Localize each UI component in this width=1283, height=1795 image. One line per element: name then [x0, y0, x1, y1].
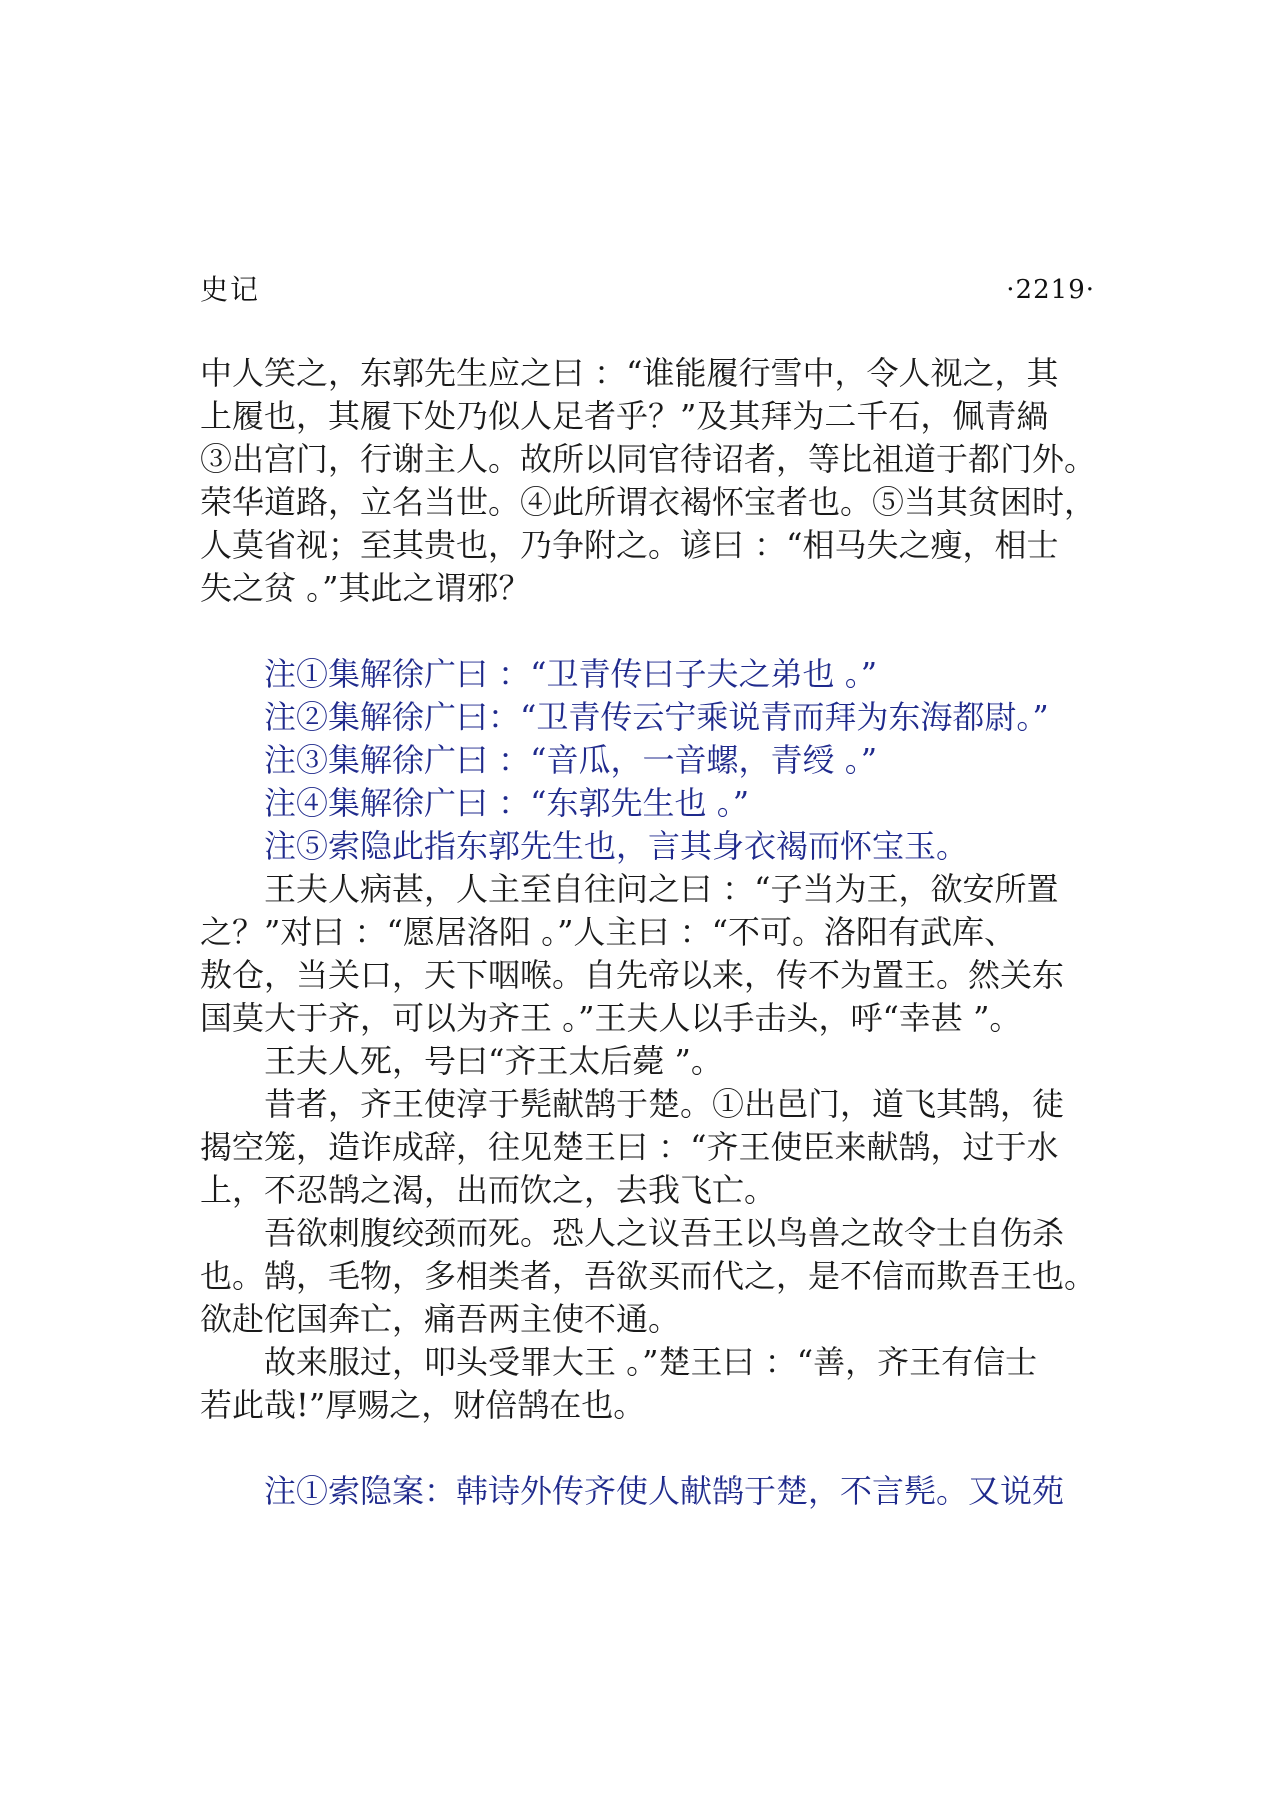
notes-block-2	[200, 1470, 1100, 1513]
text-line: 上，不忍鹄之渴，出而饮之，去我飞亡。	[200, 1171, 777, 1209]
note-line: 注④集解徐广曰 ：“东郭先生也 。”	[264, 784, 750, 822]
paragraph-wang-death	[200, 1040, 1100, 1083]
note-line: 注①集解徐广曰 ：“卫青传曰子夫之弟也 。”	[264, 655, 878, 693]
note-line: 注①索隐案：韩诗外传齐使人献鹄于楚，不言髡。又说苑	[264, 1472, 1065, 1510]
note-line: 注②集解徐广曰：“卫青传云宁乘说青而拜为东海都尉。”	[264, 698, 1049, 736]
text-line: 国莫大于齐，可以为齐王 。”王夫人以手击头，呼“幸甚 ”。	[200, 999, 1022, 1037]
text-line: 吾欲刺腹绞颈而死。恐人之议吾王以鸟兽之故令士自伤杀	[264, 1214, 1065, 1252]
page-number: ·2219·	[1006, 275, 1095, 305]
paragraph-wang-furen	[200, 868, 1100, 1040]
text-line: ③出宫门，行谢主人。故所以同官待诏者，等比祖道于都门外。	[200, 440, 1097, 478]
text-line: 昔者，齐王使淳于髡献鹄于楚。①出邑门，道飞其鹄，徒	[264, 1085, 1065, 1123]
text-line: 敖仓，当关口，天下咽喉。自先帝以来，传不为置王。然关东	[200, 956, 1065, 994]
page-header	[200, 270, 1095, 310]
note-line: 注⑤索隐此指东郭先生也，言其身衣褐而怀宝玉。	[264, 827, 969, 865]
text-line: 欲赴佗国奔亡，痛吾两主使不通。	[200, 1300, 681, 1338]
text-line: 中人笑之，东郭先生应之曰 ：“谁能履行雪中，令人视之，其	[200, 354, 1059, 392]
paragraph-gulai	[200, 1341, 1100, 1427]
text-line: 王夫人病甚，人主至自往问之曰 ：“子当为王，欲安所置	[264, 870, 1059, 908]
book-title: 史记	[200, 273, 261, 306]
text-line: 人莫省视；至其贵也，乃争附之。谚曰 ：“相马失之瘦，相士	[200, 526, 1059, 564]
text-line: 之？”对曰 ：“愿居洛阳 。”人主曰 ：“不可。洛阳有武库、	[200, 913, 1016, 951]
spacer	[200, 1427, 1100, 1470]
paragraph-dongguo	[200, 352, 1100, 610]
text-line: 也。鹄，毛物，多相类者，吾欲买而代之，是不信而欺吾王也。	[200, 1257, 1097, 1295]
text-line: 王夫人死，号曰“齐王太后薨 ”。	[264, 1042, 723, 1080]
text-line: 故来服过，叩头受罪大王 。”楚王曰 ：“善，齐王有信士	[264, 1343, 1038, 1381]
text-line: 荣华道路，立名当世。④此所谓衣褐怀宝者也。⑤当其贫困时，	[200, 483, 1097, 521]
page-body	[200, 352, 1100, 1513]
notes-block-1	[200, 653, 1100, 868]
paragraph-xizhe	[200, 1083, 1100, 1212]
spacer	[200, 610, 1100, 653]
text-line: 上履也，其履下处乃似人足者乎？”及其拜为二千石，佩青緺	[200, 397, 1049, 435]
paragraph-wuyu	[200, 1212, 1100, 1341]
text-line: 揭空笼，造诈成辞，往见楚王曰 ：“齐王使臣来献鹄，过于水	[200, 1128, 1059, 1166]
text-line: 失之贫 。”其此之谓邪？	[200, 569, 531, 607]
text-line: 若此哉!”厚赐之，财倍鹄在也。	[200, 1386, 646, 1424]
note-line: 注③集解徐广曰 ：“音瓜，一音螺，青绶 。”	[264, 741, 878, 779]
